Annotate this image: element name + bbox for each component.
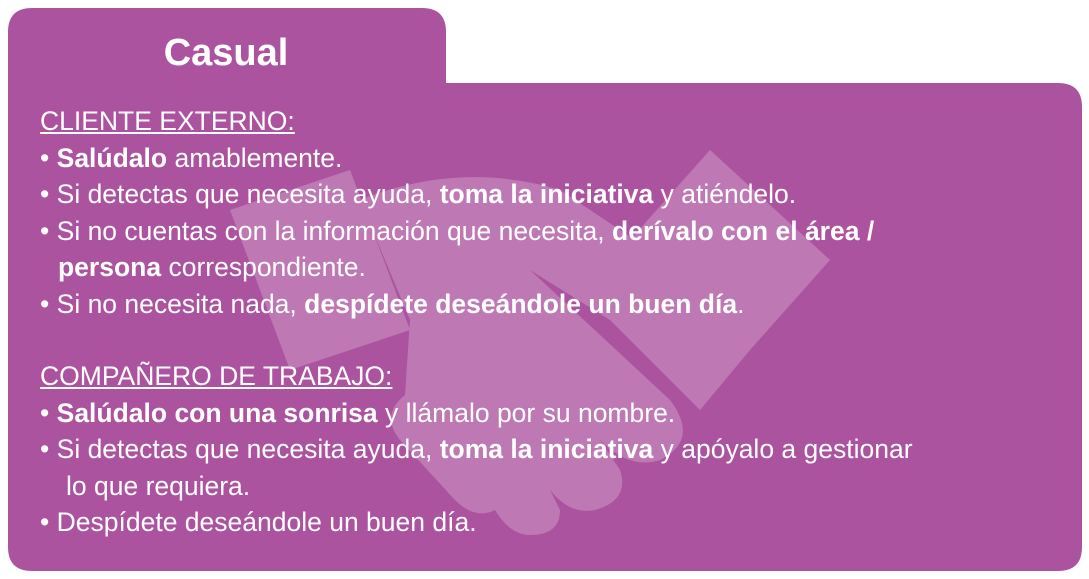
card-title: Casual (163, 32, 289, 74)
bullet-item: • Si detectas que necesita ayuda, toma la iniciativa y atiéndelo. (40, 179, 797, 209)
bullet-bold: Salúdalo con una sonrisa (56, 397, 378, 428)
bullet-item: • Si no cuentas con la información que necesita, derívalo con el área / (40, 215, 875, 246)
bullet-item: • Si no necesita nada, despídete deseándole un buen día. (40, 288, 745, 319)
bullet-bold: derívalo con el área / (612, 215, 875, 246)
bullet-item: • Si detectas que necesita ayuda, toma la iniciativa y apóyalo a gestionar (40, 434, 913, 464)
card-content (40, 103, 1070, 541)
bullet-bold: despídete deseándole un buen día (304, 288, 738, 319)
bullet-text: Si no necesita nada, (56, 288, 305, 319)
bullet-bold: persona (58, 252, 162, 282)
bullet-continuation (40, 249, 1070, 286)
bullet-continuation: lo que requiera. (66, 470, 251, 501)
bullet-text: y apóyalo a gestionar (653, 434, 913, 464)
bullet-text: y atiéndelo. (653, 179, 797, 209)
bullet-text: Despídete deseándole un buen día. (56, 507, 477, 537)
bullet-text: Si detectas que necesita ayuda, (56, 179, 440, 209)
bullet-bold: Salúdalo (56, 142, 168, 173)
bullet-item: • Salúdalo amablemente. (40, 142, 343, 173)
bullet-text: amablemente. (167, 142, 343, 173)
bullet-text: correspondiente. (161, 252, 366, 282)
bullet-item: • Despídete deseándole un buen día. (40, 507, 477, 537)
bullet-bold: toma la iniciativa (439, 179, 654, 209)
bullet-text: Si detectas que necesita ayuda, (56, 434, 440, 464)
bullet-item: • Salúdalo con una sonrisa y llámalo por su nombre. (40, 397, 676, 428)
section-heading-cliente: CLIENTE EXTERNO: (40, 106, 295, 136)
bullet-text: . (737, 288, 745, 319)
bullet-text: Si no cuentas con la información que necesita, (56, 215, 613, 246)
bullet-text: y llámalo por su nombre. (377, 397, 676, 428)
section-heading-companero: COMPAÑERO DE TRABAJO: (40, 361, 393, 391)
bullet-bold: toma la iniciativa (439, 434, 654, 464)
section-spacer (40, 322, 1070, 358)
